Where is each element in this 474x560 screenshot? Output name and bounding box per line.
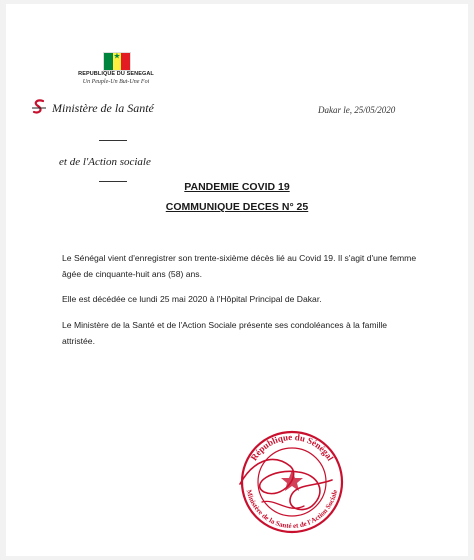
stamp-top-text: République du Sénégal: [248, 431, 336, 463]
national-motto: Un Peuple-Un But-Une Foi: [82, 79, 150, 85]
divider: [99, 140, 127, 141]
svg-text:République du Sénégal: [249, 432, 336, 463]
body-paragraph: Elle est décédée ce lundi 25 mai 2020 à l'Hôpital Principal de Dakar.: [62, 294, 322, 304]
stamp-bottom-text: Ministère de la Santé et de l'Action Sociale: [244, 488, 340, 531]
senegal-flag-icon: ★: [103, 52, 131, 71]
ministry-title: Ministère de la Santé: [52, 101, 154, 115]
ministry-subtitle: et de l'Action sociale: [59, 156, 151, 168]
date-line: Dakar le, 25/05/2020: [318, 105, 396, 115]
body-paragraph: Le Sénégal vient d'enregistrer son trente-sixième décès lié au Covid 19. Il s'agit d'une femme âgée de cinquante-huit ans (58) ans.: [62, 253, 417, 279]
announcement-subtitle: COMMUNIQUE DECES N° 25: [165, 201, 309, 213]
republic-name: REPUBLIQUE DU SENEGAL: [78, 71, 154, 77]
official-stamp-icon: [232, 422, 352, 542]
document-page: [6, 4, 468, 556]
announcement-title: PANDEMIE COVID 19: [184, 181, 290, 193]
body-paragraph: Le Ministère de la Santé et de l'Action Sociale présente ses condoléances à la famille attristée.: [62, 320, 388, 346]
ministry-emblem-icon: [30, 98, 48, 116]
